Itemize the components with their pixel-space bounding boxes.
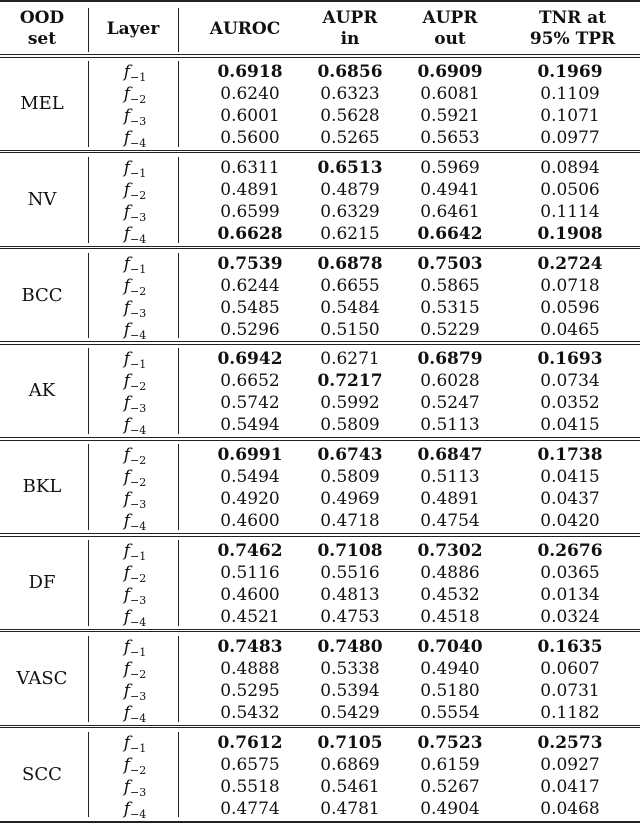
- layer-label: [100, 658, 170, 680]
- aupr-out-value: 0.4518: [420, 607, 480, 627]
- layer-index: −2: [130, 93, 147, 106]
- layer-label: [100, 510, 170, 532]
- layer-index: −3: [130, 594, 147, 607]
- layer-symbol: f: [123, 754, 131, 775]
- aupr-out-value: 0.7302: [417, 541, 483, 561]
- layer-symbol: f: [123, 776, 131, 797]
- aupr-out-value: 0.5969: [420, 157, 480, 178]
- auroc-value: 0.5296: [220, 319, 280, 340]
- column-divider: [178, 540, 179, 626]
- header-divider: [88, 8, 89, 52]
- header-tnr: TNR at 95% TPR: [529, 8, 616, 49]
- layer-symbol: f: [123, 636, 131, 657]
- aupr-out-value: 0.7523: [417, 732, 483, 753]
- aupr-out-value: 0.7503: [417, 253, 483, 274]
- auroc-value: 0.6240: [220, 84, 280, 104]
- tnr-value: 0.0437: [540, 489, 600, 510]
- auroc-value: 0.6575: [220, 754, 280, 775]
- ood-set-label: AK: [28, 380, 56, 402]
- aupr-out-value: 0.5229: [420, 319, 480, 340]
- group-rule: [0, 533, 640, 534]
- layer-symbol: f: [123, 371, 131, 392]
- layer-index: −3: [130, 498, 147, 512]
- aupr-in-value: 0.5338: [320, 658, 380, 679]
- column-divider: [178, 732, 179, 818]
- aupr-in-value: 0.4879: [320, 179, 380, 200]
- group-rule: [0, 536, 640, 537]
- group-rule: [0, 150, 640, 151]
- aupr-in-value: 0.6878: [317, 253, 383, 274]
- aupr-out-value: 0.4891: [420, 489, 480, 510]
- layer-index: −2: [130, 763, 147, 777]
- layer-symbol: f: [123, 223, 131, 244]
- auroc-value: 0.6991: [217, 445, 283, 466]
- aupr-in-value: 0.5150: [320, 319, 380, 340]
- aupr-in-value: 0.6323: [320, 84, 380, 104]
- aupr-out-value: 0.5315: [420, 297, 480, 318]
- tnr-value: 0.0420: [540, 511, 600, 532]
- layer-index: −1: [130, 550, 147, 563]
- aupr-out-value: 0.6847: [417, 445, 483, 466]
- layer-index: −4: [130, 328, 147, 342]
- auroc-value: 0.5742: [220, 393, 280, 414]
- tnr-value: 0.0465: [540, 319, 600, 340]
- tnr-value: 0.1635: [537, 636, 603, 657]
- tnr-value: 0.0134: [540, 585, 600, 605]
- column-divider: [88, 61, 89, 147]
- layer-index: −1: [130, 645, 147, 659]
- column-divider: [88, 732, 89, 818]
- layer-symbol: f: [123, 702, 131, 723]
- layer-index: −4: [130, 520, 147, 534]
- auroc-value: 0.6244: [220, 275, 280, 296]
- auroc-value: 0.5485: [220, 297, 280, 318]
- group-rule: [0, 725, 640, 726]
- layer-label: [100, 732, 170, 754]
- layer-label: [100, 562, 170, 584]
- tnr-value: 0.2724: [537, 253, 603, 274]
- column-divider: [178, 444, 179, 530]
- layer-label: [100, 83, 170, 105]
- aupr-in-value: 0.5809: [320, 467, 380, 488]
- layer-symbol: f: [123, 680, 131, 701]
- layer-label: [100, 606, 170, 628]
- auroc-value: 0.7462: [217, 541, 283, 561]
- layer-symbol: f: [123, 157, 131, 178]
- aupr-in-value: 0.5516: [320, 563, 380, 583]
- auroc-value: 0.4774: [220, 798, 280, 819]
- header-divider: [178, 8, 179, 52]
- layer-symbol: f: [123, 201, 131, 222]
- auroc-value: 0.6001: [220, 106, 280, 126]
- layer-label: [100, 319, 170, 341]
- layer-index: −3: [130, 210, 147, 224]
- layer-index: −2: [130, 380, 147, 394]
- ood-set-label: NV: [27, 188, 57, 210]
- aupr-in-value: 0.5394: [320, 680, 380, 701]
- aupr-out-value: 0.7040: [417, 636, 483, 657]
- aupr-out-value: 0.5247: [420, 393, 480, 414]
- tnr-value: 0.0718: [540, 275, 600, 296]
- layer-index: −4: [130, 616, 147, 629]
- auroc-value: 0.4891: [220, 179, 280, 200]
- layer-label: [100, 348, 170, 370]
- auroc-value: 0.6311: [220, 157, 280, 178]
- ood-set-label: SCC: [22, 763, 62, 785]
- aupr-in-value: 0.4781: [320, 798, 380, 819]
- tnr-value: 0.1738: [537, 445, 603, 466]
- layer-symbol: f: [123, 541, 131, 561]
- group-rule: [0, 344, 640, 345]
- aupr-in-value: 0.6743: [317, 445, 383, 466]
- tnr-value: 0.0352: [540, 393, 600, 414]
- aupr-in-value: 0.7105: [317, 732, 383, 753]
- layer-label: [100, 754, 170, 776]
- layer-label: [100, 253, 170, 275]
- layer-index: −2: [130, 188, 147, 202]
- layer-symbol: f: [123, 349, 131, 370]
- layer-index: −4: [130, 424, 147, 438]
- aupr-in-value: 0.5265: [320, 128, 380, 148]
- group-rule: [0, 246, 640, 247]
- layer-index: −1: [130, 358, 147, 372]
- auroc-value: 0.4920: [220, 489, 280, 510]
- tnr-value: 0.0731: [540, 680, 600, 701]
- column-divider: [88, 444, 89, 530]
- layer-symbol: f: [123, 393, 131, 414]
- group-rule: [0, 437, 640, 438]
- aupr-in-value: 0.4718: [320, 511, 380, 532]
- layer-symbol: f: [123, 84, 131, 104]
- layer-symbol: f: [123, 415, 131, 436]
- auroc-value: 0.5600: [220, 128, 280, 148]
- tnr-value: 0.1182: [540, 702, 600, 723]
- aupr-in-value: 0.5628: [320, 106, 380, 126]
- layer-index: −2: [130, 454, 147, 468]
- ood-set-label: VASC: [16, 667, 68, 689]
- layer-index: −4: [130, 807, 147, 821]
- aupr-in-value: 0.6215: [320, 223, 380, 244]
- aupr-out-value: 0.4754: [420, 511, 480, 532]
- auroc-value: 0.5295: [220, 680, 280, 701]
- layer-label: [100, 488, 170, 510]
- top-rule: [0, 0, 640, 2]
- aupr-in-value: 0.6513: [317, 157, 383, 178]
- tnr-value: 0.1109: [540, 84, 600, 104]
- aupr-in-value: 0.5809: [320, 415, 380, 436]
- layer-index: −1: [130, 262, 147, 276]
- column-divider: [178, 253, 179, 339]
- column-divider: [88, 540, 89, 626]
- aupr-in-value: 0.5429: [320, 702, 380, 723]
- layer-label: [100, 444, 170, 466]
- tnr-value: 0.0927: [540, 754, 600, 775]
- aupr-out-value: 0.5653: [420, 128, 480, 148]
- layer-symbol: f: [123, 798, 131, 819]
- auroc-value: 0.5494: [220, 467, 280, 488]
- tnr-value: 0.0734: [540, 371, 600, 392]
- aupr-in-value: 0.6329: [320, 201, 380, 222]
- layer-symbol: f: [123, 179, 131, 200]
- tnr-value: 0.0506: [540, 179, 600, 200]
- column-divider: [88, 253, 89, 339]
- auroc-value: 0.4888: [220, 658, 280, 679]
- auroc-value: 0.5432: [220, 702, 280, 723]
- header-aupr-out: AUPR out: [422, 8, 478, 49]
- layer-index: −1: [130, 741, 147, 755]
- aupr-out-value: 0.5865: [420, 275, 480, 296]
- layer-symbol: f: [123, 658, 131, 679]
- aupr-out-value: 0.4941: [420, 179, 480, 200]
- layer-label: [100, 127, 170, 149]
- layer-label: [100, 540, 170, 562]
- layer-symbol: f: [123, 253, 131, 274]
- aupr-out-value: 0.6028: [420, 371, 480, 392]
- group-rule: [0, 629, 640, 630]
- aupr-in-value: 0.5484: [320, 297, 380, 318]
- aupr-out-value: 0.6159: [420, 754, 480, 775]
- layer-index: −3: [130, 115, 147, 128]
- auroc-value: 0.7612: [217, 732, 283, 753]
- layer-label: [100, 392, 170, 414]
- header-aupr-in: AUPR in: [322, 8, 378, 49]
- aupr-in-value: 0.4969: [320, 489, 380, 510]
- tnr-value: 0.1071: [540, 106, 600, 126]
- layer-index: −4: [130, 232, 147, 246]
- aupr-in-value: 0.5461: [320, 776, 380, 797]
- group-rule: [0, 54, 640, 55]
- layer-symbol: f: [123, 128, 131, 148]
- auroc-value: 0.4600: [220, 511, 280, 532]
- tnr-value: 0.0324: [540, 607, 600, 627]
- aupr-out-value: 0.5921: [420, 106, 480, 126]
- aupr-out-value: 0.5554: [420, 702, 480, 723]
- aupr-in-value: 0.6869: [320, 754, 380, 775]
- tnr-value: 0.2573: [537, 732, 603, 753]
- tnr-value: 0.0365: [540, 563, 600, 583]
- aupr-out-value: 0.6879: [417, 349, 483, 370]
- layer-index: −4: [130, 711, 147, 725]
- group-rule: [0, 152, 640, 153]
- aupr-in-value: 0.6271: [320, 349, 380, 370]
- tnr-value: 0.2676: [537, 541, 603, 561]
- group-rule: [0, 57, 640, 58]
- layer-symbol: f: [123, 62, 131, 82]
- aupr-out-value: 0.4940: [420, 658, 480, 679]
- group-rule: [0, 631, 640, 632]
- column-divider: [88, 636, 89, 722]
- aupr-in-value: 0.4813: [320, 585, 380, 605]
- column-divider: [178, 61, 179, 147]
- layer-label: [100, 370, 170, 392]
- layer-label: [100, 414, 170, 436]
- aupr-out-value: 0.5180: [420, 680, 480, 701]
- tnr-value: 0.0894: [540, 157, 600, 178]
- layer-label: [100, 776, 170, 798]
- column-divider: [88, 348, 89, 434]
- tnr-value: 0.0415: [540, 467, 600, 488]
- layer-label: [100, 105, 170, 127]
- aupr-in-value: 0.5992: [320, 393, 380, 414]
- group-rule: [0, 727, 640, 728]
- layer-symbol: f: [123, 106, 131, 126]
- group-rule: [0, 341, 640, 342]
- tnr-value: 0.1693: [537, 349, 603, 370]
- layer-label: [100, 201, 170, 223]
- ood-set-label: BCC: [21, 284, 63, 306]
- layer-symbol: f: [123, 275, 131, 296]
- layer-index: −1: [130, 166, 147, 180]
- layer-index: −3: [130, 306, 147, 320]
- layer-symbol: f: [123, 319, 131, 340]
- auroc-value: 0.4521: [220, 607, 280, 627]
- aupr-in-value: 0.7480: [317, 636, 383, 657]
- auroc-value: 0.6652: [220, 371, 280, 392]
- layer-label: [100, 702, 170, 724]
- aupr-out-value: 0.5113: [420, 415, 480, 436]
- aupr-out-value: 0.6461: [420, 201, 480, 222]
- auroc-value: 0.7483: [217, 636, 283, 657]
- aupr-out-value: 0.5267: [420, 776, 480, 797]
- layer-symbol: f: [123, 489, 131, 510]
- tnr-value: 0.0417: [540, 776, 600, 797]
- layer-label: [100, 223, 170, 245]
- layer-symbol: f: [123, 511, 131, 532]
- column-divider: [88, 157, 89, 243]
- layer-symbol: f: [123, 607, 131, 627]
- layer-label: [100, 636, 170, 658]
- aupr-out-value: 0.4904: [420, 798, 480, 819]
- tnr-value: 0.0607: [540, 658, 600, 679]
- aupr-in-value: 0.7217: [317, 371, 383, 392]
- layer-index: −3: [130, 785, 147, 799]
- header-ood-set: OOD set: [19, 8, 65, 49]
- aupr-in-value: 0.4753: [320, 607, 380, 627]
- auroc-value: 0.5518: [220, 776, 280, 797]
- aupr-out-value: 0.4886: [420, 563, 480, 583]
- layer-index: −3: [130, 402, 147, 416]
- aupr-out-value: 0.4532: [420, 585, 480, 605]
- layer-label: [100, 297, 170, 319]
- layer-index: −4: [130, 137, 147, 150]
- layer-label: [100, 61, 170, 83]
- column-divider: [178, 348, 179, 434]
- header-layer: Layer: [106, 18, 160, 39]
- layer-index: −2: [130, 476, 147, 490]
- aupr-in-value: 0.7108: [317, 541, 383, 561]
- tnr-value: 0.1969: [537, 62, 603, 82]
- aupr-out-value: 0.6909: [417, 62, 483, 82]
- auroc-value: 0.5494: [220, 415, 280, 436]
- auroc-value: 0.6599: [220, 201, 280, 222]
- aupr-out-value: 0.5113: [420, 467, 480, 488]
- layer-index: −2: [130, 667, 147, 681]
- layer-index: −1: [130, 71, 147, 84]
- ood-set-label: DF: [28, 572, 56, 593]
- auroc-value: 0.4600: [220, 585, 280, 605]
- layer-label: [100, 179, 170, 201]
- auroc-value: 0.5116: [220, 563, 280, 583]
- auroc-value: 0.6628: [217, 223, 283, 244]
- column-divider: [178, 157, 179, 243]
- ood-set-label: BKL: [22, 476, 62, 498]
- layer-symbol: f: [123, 467, 131, 488]
- layer-label: [100, 466, 170, 488]
- aupr-in-value: 0.6655: [320, 275, 380, 296]
- tnr-value: 0.0977: [540, 128, 600, 148]
- layer-label: [100, 680, 170, 702]
- layer-symbol: f: [123, 585, 131, 605]
- column-divider: [178, 636, 179, 722]
- aupr-out-value: 0.6642: [417, 223, 483, 244]
- layer-index: −3: [130, 689, 147, 703]
- layer-symbol: f: [123, 445, 131, 466]
- layer-index: −2: [130, 284, 147, 298]
- layer-label: [100, 275, 170, 297]
- tnr-value: 0.1908: [537, 223, 603, 244]
- tnr-value: 0.1114: [540, 201, 600, 222]
- header-auroc: AUROC: [209, 18, 281, 39]
- tnr-value: 0.0596: [540, 297, 600, 318]
- layer-label: [100, 157, 170, 179]
- layer-symbol: f: [123, 732, 131, 753]
- layer-index: −2: [130, 572, 147, 585]
- tnr-value: 0.0468: [540, 798, 600, 819]
- auroc-value: 0.6942: [217, 349, 283, 370]
- aupr-in-value: 0.6856: [317, 62, 383, 82]
- group-rule: [0, 440, 640, 441]
- layer-label: [100, 584, 170, 606]
- layer-label: [100, 798, 170, 820]
- aupr-out-value: 0.6081: [420, 84, 480, 104]
- tnr-value: 0.0415: [540, 415, 600, 436]
- auroc-value: 0.6918: [217, 62, 283, 82]
- auroc-value: 0.7539: [217, 253, 283, 274]
- layer-symbol: f: [123, 297, 131, 318]
- ood-set-label: MEL: [20, 93, 64, 114]
- layer-symbol: f: [123, 563, 131, 583]
- group-rule: [0, 248, 640, 249]
